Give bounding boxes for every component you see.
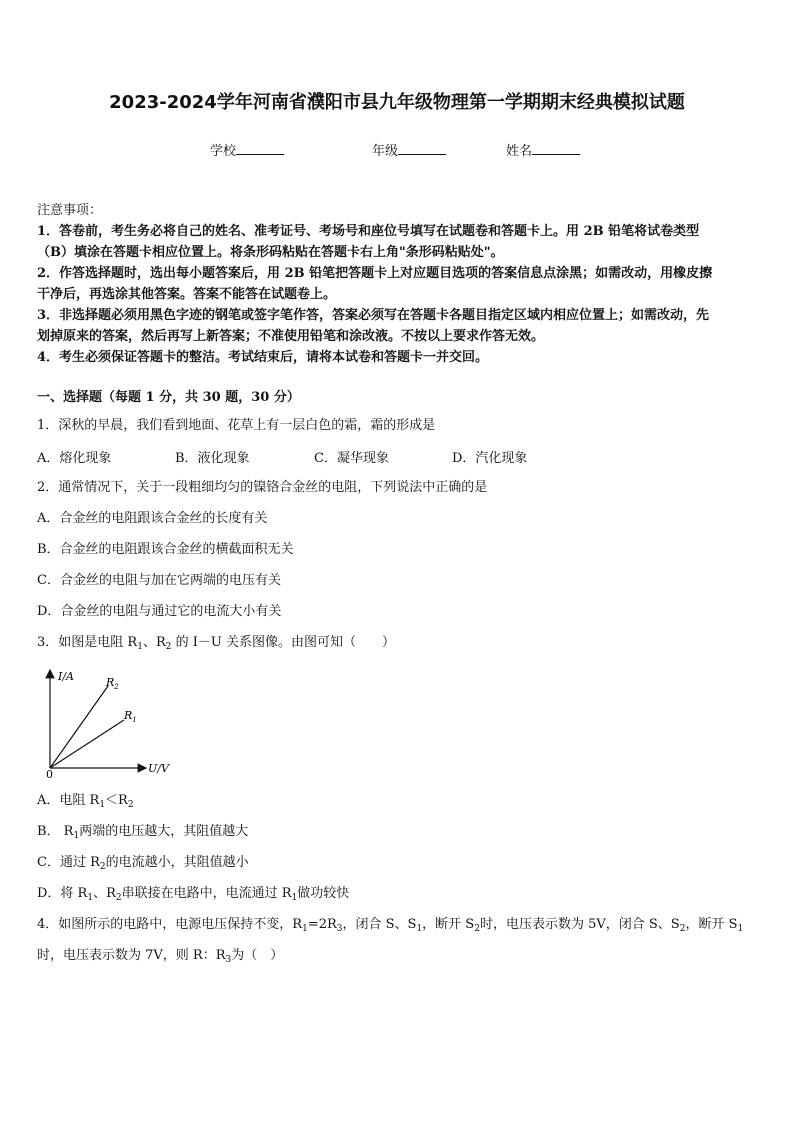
question-2-stem: 2．通常情况下，关于一段粗细均匀的镍铬合金丝的电阻，下列说法中正确的是: [37, 480, 488, 495]
notice-line: 2．作答选择题时，选出每小题答案后，用 2B 铅笔把答题卡上对应题目选项的答案信息点涂黑；如需改动，用橡皮擦: [37, 266, 713, 281]
origin-label: 0: [46, 768, 53, 780]
r1-label: $R_1$: [124, 709, 137, 724]
r1-line: [50, 720, 124, 768]
question-4-stem-line-2: 时，电压表示数为 7V，则 R：$R_3$为（ ）: [37, 948, 284, 965]
x-axis-label: U/V: [148, 762, 169, 775]
q3-option-a: A．电阻 $R_1<R_2$: [37, 793, 134, 810]
q2-option-c: C．合金丝的电阻与加在它两端的电压有关: [37, 573, 281, 588]
question-4-stem-line-1: 4．如图所示的电路中，电源电压保持不变，$R_1=2R_3$，闭合 S、$S_1$，断开 $S_2$时，电压表示数为 5V，闭合 S、$S_2$，断开 $S_1$: [37, 917, 744, 934]
q3-option-c: C．通过 $R_2$的电流越小，其阻值越小: [37, 855, 249, 872]
y-axis-label: I/A: [58, 670, 74, 683]
r2-line: [50, 686, 108, 768]
question-3-stem: 3．如图是电阻 $R_1$、$R_2$ 的 I－U 关系图像。由图可知（ ）: [37, 635, 395, 652]
notice-line: 干净后，再选涂其他答案。答案不能答在试题卷上。: [37, 287, 337, 302]
notice-heading: 注意事项：: [37, 203, 103, 218]
r2-label: $R_2$: [106, 676, 119, 691]
school-field: [210, 140, 284, 159]
grade-label: 年级: [372, 144, 399, 159]
name-label: 姓名: [506, 144, 533, 159]
school-label: 学校: [210, 144, 237, 159]
q1-option-b: B．液化现象: [175, 451, 250, 466]
grade-field: [372, 140, 446, 159]
q2-option-b: B．合金丝的电阻跟该合金丝的横截面积无关: [37, 542, 294, 557]
question-1-stem: 1．深秋的早晨，我们看到地面、花草上有一层白色的霜，霜的形成是: [37, 418, 436, 433]
q1-option-a: A．熔化现象: [37, 451, 112, 466]
page-title: 2023-2024学年河南省濮阳市县九年级物理第一学期期末经典模拟试题: [109, 92, 685, 113]
notice-line: 划掉原来的答案，然后再写上新答案；不准使用铅笔和涂改液。不按以上要求作答无效。: [37, 329, 545, 344]
notice-line: 1．答卷前，考生务必将自己的姓名、准考证号、考场号和座位号填写在试题卷和答题卡上。用 2B 铅笔将试卷类型: [37, 224, 700, 239]
i-u-graph: [36, 664, 176, 780]
q1-option-d: D．汽化现象: [452, 451, 528, 466]
name-blank: [532, 142, 580, 155]
q1-option-c: C．凝华现象: [314, 451, 389, 466]
q3-option-d: D．将 $R_1$、$R_2$串联接在电路中，电流通过 $R_1$做功较快: [37, 886, 350, 903]
q2-option-a: A．合金丝的电阻跟该合金丝的长度有关: [37, 511, 268, 526]
q2-option-d: D．合金丝的电阻与通过它的电流大小有关: [37, 604, 282, 619]
notice-line: （B）填涂在答题卡相应位置上。将条形码粘贴在答题卡右上角"条形码粘贴处"。: [37, 245, 504, 260]
grade-blank: [398, 142, 446, 155]
school-blank: [236, 142, 284, 155]
notice-line: 4．考生必须保证答题卡的整洁。考试结束后，请将本试卷和答题卡一并交回。: [37, 350, 489, 365]
name-field: [506, 140, 580, 159]
notice-line: 3．非选择题必须用黑色字迹的钢笔或签字笔作答，答案必须写在答题卡各题目指定区域内相应位置上；如需改动，先: [37, 308, 710, 323]
q3-option-b: B． $R_1$两端的电压越大，其阻值越大: [37, 824, 249, 841]
section-heading: 一、选择题（每题 1 分，共 30 题，30 分）: [37, 390, 300, 405]
